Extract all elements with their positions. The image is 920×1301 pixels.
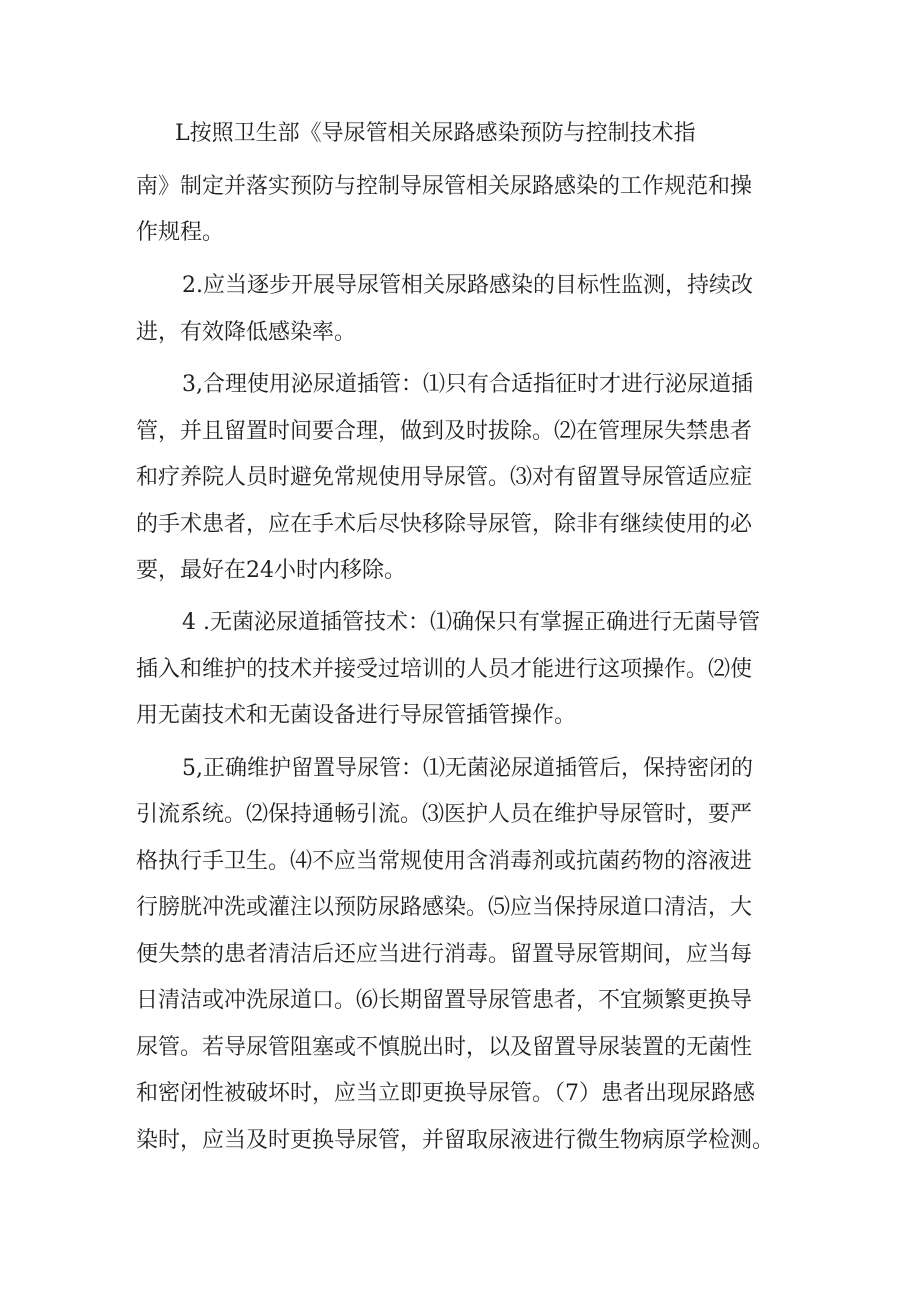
text-line: 插入和维护的技术并接受过培训的人员才能进行这项操作。⑵使	[136, 657, 753, 682]
text-line: 格执行手卫生。⑷不应当常规使用含消毒剂或抗菌药物的溶液进	[136, 849, 753, 874]
text-line: 染时，应当及时更换导尿管，并留取尿液进行微生物病原学检测。	[136, 1128, 775, 1153]
text-line: 用无菌技术和无菌设备进行导尿管插管操作。	[136, 703, 577, 728]
text-line: 要，最好在24小时内移除。	[136, 558, 406, 583]
text-line: 进，有效降低感染率。	[136, 320, 357, 345]
text-line: L按照卫生部《导尿管相关尿路感染预防与控制技术指	[175, 121, 696, 146]
text-line: 和疗养院人员时避免常规使用导尿管。⑶对有留置导尿管适应症	[136, 465, 753, 490]
text-line: 作规程。	[136, 220, 225, 245]
text-line: 的手术患者，应在手术后尽快移除导尿管，除非有继续使用的必	[136, 512, 753, 537]
text-line: 2.应当逐步开展导尿管相关尿路感染的目标性监测，持续改	[182, 273, 753, 298]
text-line: 5,正确维护留置导尿管：⑴无菌泌尿道插管后，保持密闭的	[182, 756, 753, 781]
text-line: 引流系统。⑵保持通畅引流。⑶医护人员在维护导尿管时，要严	[136, 802, 753, 827]
text-line: 3,合理使用泌尿道插管：⑴只有合适指征时才进行泌尿道插	[182, 372, 753, 397]
text-line: 管，并且留置时间要合理，做到及时拔除。⑵在管理尿失禁患者	[136, 419, 753, 444]
text-line: 南》制定并落实预防与控制导尿管相关尿路感染的工作规范和操	[136, 174, 753, 199]
text-line: 便失禁的患者清洁后还应当进行消毒。留置导尿管期间，应当每	[136, 942, 753, 967]
text-line: 和密闭性被破坏时，应当立即更换导尿管。（7）患者出现尿路感	[136, 1081, 755, 1106]
text-line: 尿管。若导尿管阻塞或不慎脱出时，以及留置导尿装置的无菌性	[136, 1035, 753, 1060]
text-line: 行膀胱冲洗或灌注以预防尿路感染。⑸应当保持尿道口清洁，大	[136, 895, 753, 920]
text-line: 4 .无菌泌尿道插管技术：⑴确保只有掌握正确进行无菌导管	[182, 610, 760, 635]
text-line: 日清洁或冲洗尿道口。⑹长期留置导尿管患者，不宜频繁更换导	[136, 988, 753, 1013]
